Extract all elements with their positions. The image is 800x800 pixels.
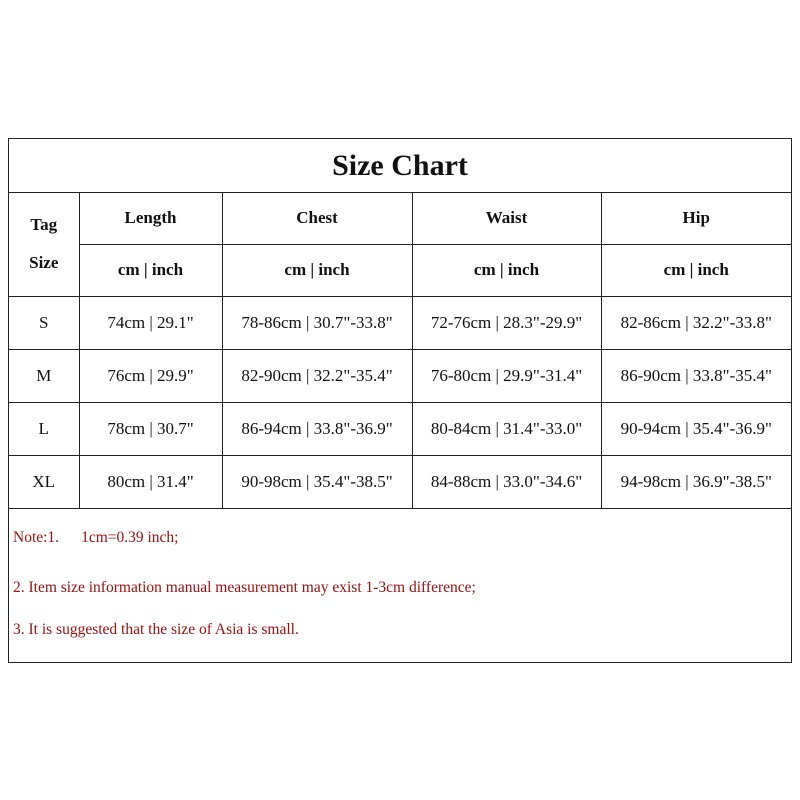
- size-cell: L: [9, 402, 79, 455]
- tag-label: Tag: [30, 215, 58, 235]
- size-cell: XL: [9, 455, 79, 508]
- note-2: 2. Item size information manual measurement may exist 1-3cm difference;: [13, 578, 476, 596]
- chest-cell: 86-94cm | 33.8"-36.9": [222, 402, 412, 455]
- note-3: 3. It is suggested that the size of Asia is small.: [13, 620, 299, 638]
- column-header-length: Length: [79, 193, 222, 244]
- length-cell: 74cm | 29.1": [79, 296, 222, 349]
- size-chart: [8, 138, 792, 663]
- header-row: [9, 193, 791, 244]
- size-cell: M: [9, 349, 79, 402]
- length-cell: 76cm | 29.9": [79, 349, 222, 402]
- waist-cell: 84-88cm | 33.0"-34.6": [412, 455, 601, 508]
- table-row: [9, 402, 791, 455]
- column-header-waist: Waist: [412, 193, 601, 244]
- unit-label: cm | inch: [222, 244, 412, 296]
- table-row: [9, 349, 791, 402]
- unit-label: cm | inch: [601, 244, 791, 296]
- note-prefix: Note:1.: [13, 528, 60, 546]
- notes-section: [9, 509, 791, 651]
- hip-cell: 86-90cm | 33.8"-35.4": [601, 349, 791, 402]
- chest-cell: 90-98cm | 35.4"-38.5": [222, 455, 412, 508]
- hip-cell: 90-94cm | 35.4"-36.9": [601, 402, 791, 455]
- column-header-chest: Chest: [222, 193, 412, 244]
- unit-label: cm | inch: [79, 244, 222, 296]
- waist-cell: 76-80cm | 29.9"-31.4": [412, 349, 601, 402]
- length-cell: 80cm | 31.4": [79, 455, 222, 508]
- waist-cell: 80-84cm | 31.4"-33.0": [412, 402, 601, 455]
- chest-cell: 82-90cm | 32.2"-35.4": [222, 349, 412, 402]
- chart-title: Size Chart: [9, 139, 791, 193]
- column-header-hip: Hip: [601, 193, 791, 244]
- chest-cell: 78-86cm | 30.7"-33.8": [222, 296, 412, 349]
- tag-size-header: [9, 193, 79, 296]
- table-row: [9, 455, 791, 508]
- waist-cell: 72-76cm | 28.3"-29.9": [412, 296, 601, 349]
- size-table: [9, 193, 791, 509]
- table-row: [9, 296, 791, 349]
- size-cell: S: [9, 296, 79, 349]
- note-1-text: 1cm=0.39 inch;: [81, 528, 179, 546]
- note-1: [13, 509, 791, 567]
- size-label: Size: [29, 253, 59, 273]
- unit-label: cm | inch: [412, 244, 601, 296]
- length-cell: 78cm | 30.7": [79, 402, 222, 455]
- hip-cell: 94-98cm | 36.9"-38.5": [601, 455, 791, 508]
- unit-row: [9, 244, 791, 296]
- hip-cell: 82-86cm | 32.2"-33.8": [601, 296, 791, 349]
